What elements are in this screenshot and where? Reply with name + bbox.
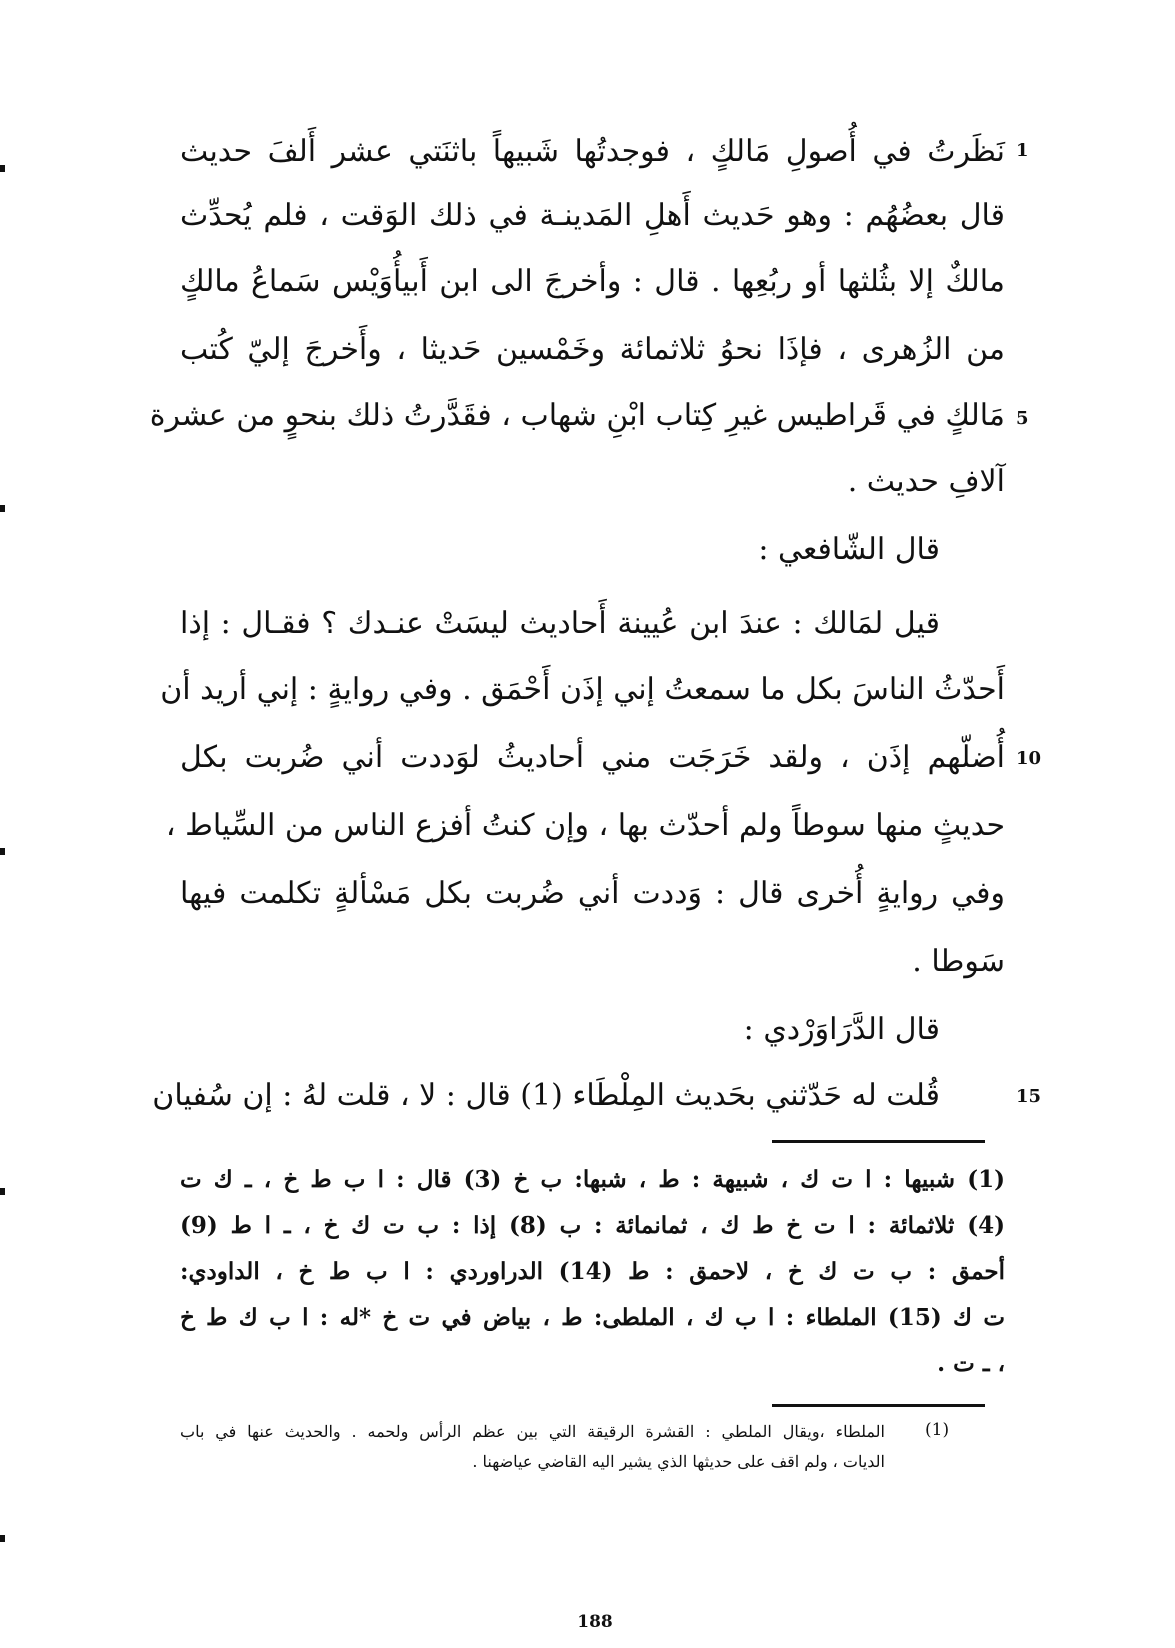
text-line-11: حديثٍ منها سوطاً ولم أحدّث بها ، وإن كنتُ أفزع الناس من السِّياط ، [165,808,1005,843]
text-line-6: آلافِ حديث . [847,464,1005,499]
footnote-number: (1) [925,1420,950,1440]
text-line-4: من الزُهرى ، فإذَا نحوُ ثلاثمائة وخَمْسين حَديثا ، وأَخرجَ إليّ كُتب [180,332,1005,367]
footnote-separator [772,1404,985,1407]
text-line-3: مالكٌ إلا بثُلثها أو ربُعِها . قال : وأخرجَ الى ابن أَبيأُوَيْس سَماعُ مالكٍ [180,264,1005,299]
text-line-9: أَحدّثُ الناسَ بكل ما سمعتُ إني إذَن أَحْمَق . وفي روايةٍ : إني أريد أن [160,672,1005,707]
scan-mark [0,165,5,172]
variant-line-1: (1) شبيها : ا ت ك ، شبيهة : ط ، شبها: ب خ (3) قال : ا ب ط خ ، ـ ك ت [180,1166,1006,1193]
heading-darawardi: قال الدَّرَاوَرْدي : [743,1012,940,1047]
text-line-5: مَالكٍ في قَراطيس غيرِ كِتاب ابْنِ شهاب ، فقَدَّرتُ ذلك بنحوٍ من عشرة [149,398,1005,433]
heading-shafii: قال الشّافعي : [758,532,940,567]
text-line-1: نَظَرتُ في أُصولِ مَالكٍ ، فوجدتُها شَبيهاً باثنَتي عشر أَلفَ حديث [180,134,1005,169]
scan-mark [0,848,5,855]
footnote-line-2: الديات ، ولم اقف على حديثها الذي يشير اليه القاضي عياضهنا . [472,1452,885,1471]
text-line-15: قُلت له حَدّثني بحَديث المِلْطَاء (1) قال : لا ، قلت لهُ : إن سُفيان [152,1078,940,1113]
text-line-13: سَوطا . [912,944,1005,979]
footnote-line-1: الملطاء ،ويقال الملطي : القشرة الرقيقة التي بين عظم الرأس ولحمه . والحديث عنها في باب [180,1422,885,1441]
text-line-12: وفي روايةٍ أُخرى قال : وَددت أني ضُربت بكل مَسْألةٍ تكلمت فيها [180,876,1005,911]
variant-line-3: أحمق : ب ت ك خ ، لاحمق : ط (14) الدراوردي : ا ب ط خ ، الداودي: [180,1258,1005,1285]
variant-line-5: ، ـ ت . [937,1350,1005,1377]
page-number: 188 [577,1612,613,1632]
variants-separator [772,1140,985,1143]
scan-mark [0,505,5,512]
text-line-2: قال بعضُهُم : وهو حَديث أَهلِ المَدينـة في ذلك الوَقت ، فلم يُحدِّث [180,198,1005,233]
line-number-10: 10 [1016,748,1042,769]
text-line-10: أُضلّهم إذَن ، ولقد خَرَجَت مني أحاديثُ لوَددت أني ضُربت بكل [180,740,1005,775]
line-number-15: 15 [1016,1086,1042,1107]
line-number-5: 5 [1016,408,1029,429]
text-line-8: قيل لمَالك : عندَ ابن عُيينة أَحاديث ليسَتْ عنـدك ؟ فقـال : إذا [180,606,940,641]
line-number-1: 1 [1016,140,1029,161]
variant-line-4: ت ك (15) الملطاء : ا ب ك ، الملطى: ط ، بياض في ت خ *له : ا ب ك ط خ [180,1304,1006,1331]
scan-mark [0,1535,5,1542]
variant-line-2: (4) ثلاثمائة : ا ت خ ط ك ، ثمانمائة : ب (8) إذا : ب ت ك خ ، ـ ا ط (9) [180,1212,1005,1239]
scan-mark [0,1188,5,1195]
